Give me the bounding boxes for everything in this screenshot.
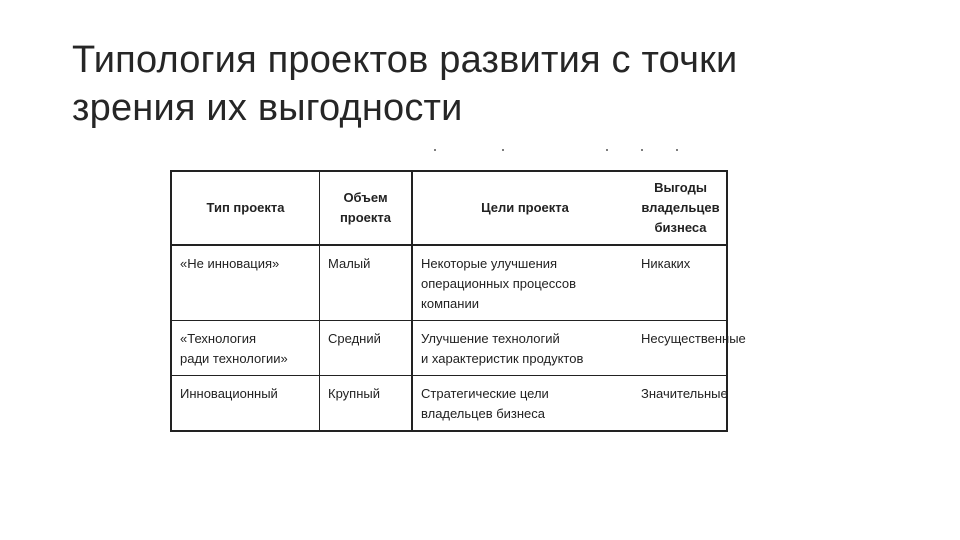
table-row <box>171 376 727 432</box>
cell-owner-benefits: Несущественные <box>637 321 727 376</box>
cell-project-size: Крупный <box>320 376 413 432</box>
project-typology-table <box>170 170 746 432</box>
header-project-type: Тип проекта <box>171 171 320 245</box>
cell-owner-benefits: Значительные <box>637 376 727 432</box>
table-row <box>171 245 727 321</box>
cell-project-goals: Некоторые улучшения операционных процессов компании <box>421 256 577 311</box>
table-header-row <box>171 171 727 245</box>
cell-project-type: «Не инновация» <box>171 245 320 321</box>
cell-project-size: Средний <box>320 321 413 376</box>
cell-project-goals: Стратегические цели владельцев бизнеса <box>412 376 637 432</box>
table-row <box>171 321 727 376</box>
cell-project-type: «Технология ради технологии» <box>171 321 320 376</box>
scan-artifact-dots <box>0 149 960 157</box>
header-project-size: Объем проекта <box>320 171 413 245</box>
slide-title: Типология проектов развития с точки зрения их выгодности <box>72 39 738 129</box>
header-project-goals: Цели проекта <box>412 171 637 245</box>
cell-owner-benefits: Никаких <box>641 256 691 271</box>
header-owner-benefits: Выгоды владельцев бизнеса <box>637 171 727 245</box>
cell-project-goals: Улучшение технологий и характеристик продуктов <box>412 321 637 376</box>
cell-project-type: Инновационный <box>171 376 320 432</box>
cell-project-size: Малый <box>320 245 413 321</box>
